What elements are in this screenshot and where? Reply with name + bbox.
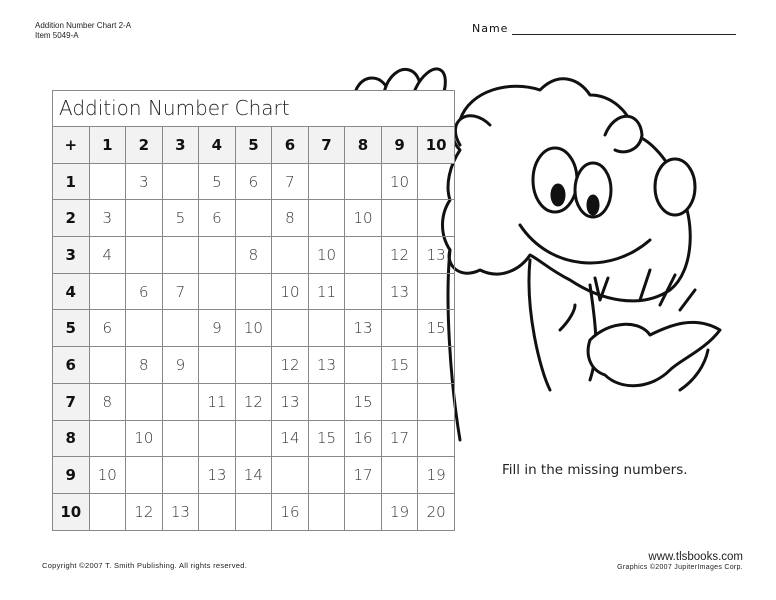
addition-table xyxy=(52,126,455,531)
blank-answer-cell[interactable] xyxy=(381,200,418,237)
blank-answer-cell[interactable] xyxy=(89,420,126,457)
blank-answer-cell[interactable] xyxy=(199,493,236,530)
blank-answer-cell[interactable] xyxy=(162,237,199,274)
blank-answer-cell[interactable] xyxy=(308,457,345,494)
table-row xyxy=(53,273,455,310)
sum-cell: 6 xyxy=(89,310,126,347)
blank-answer-cell[interactable] xyxy=(345,163,382,200)
blank-answer-cell[interactable] xyxy=(272,457,309,494)
instructions-text: Fill in the missing numbers. xyxy=(502,462,688,478)
table-row xyxy=(53,493,455,530)
row-header: 4 xyxy=(53,273,90,310)
blank-answer-cell[interactable] xyxy=(89,493,126,530)
blank-answer-cell[interactable] xyxy=(308,310,345,347)
table-row xyxy=(53,347,455,384)
sum-cell: 10 xyxy=(272,273,309,310)
row-header: 2 xyxy=(53,200,90,237)
table-row xyxy=(53,200,455,237)
name-blank-line[interactable] xyxy=(512,22,736,35)
sum-cell: 10 xyxy=(308,237,345,274)
sum-cell: 10 xyxy=(381,163,418,200)
sum-cell: 3 xyxy=(89,200,126,237)
column-header: 4 xyxy=(199,127,236,164)
sum-cell: 15 xyxy=(381,347,418,384)
copyright-text: Copyright ©2007 T. Smith Publishing. All rights reserved. xyxy=(42,561,248,570)
corner-plus-cell: + xyxy=(53,127,90,164)
blank-answer-cell[interactable] xyxy=(199,420,236,457)
sum-cell: 8 xyxy=(235,237,272,274)
sum-cell: 11 xyxy=(199,383,236,420)
sum-cell: 12 xyxy=(126,493,163,530)
blank-answer-cell[interactable] xyxy=(272,310,309,347)
sum-cell: 7 xyxy=(272,163,309,200)
sum-cell: 13 xyxy=(199,457,236,494)
sum-cell: 20 xyxy=(418,493,455,530)
blank-answer-cell[interactable] xyxy=(126,457,163,494)
graphics-credit: Graphics ©2007 JupiterImages Corp. xyxy=(617,564,743,571)
row-header: 8 xyxy=(53,420,90,457)
column-header: 9 xyxy=(381,127,418,164)
sum-cell: 14 xyxy=(235,457,272,494)
sum-cell: 15 xyxy=(308,420,345,457)
sum-cell: 4 xyxy=(89,237,126,274)
sum-cell: 17 xyxy=(345,457,382,494)
row-header: 5 xyxy=(53,310,90,347)
blank-answer-cell[interactable] xyxy=(381,383,418,420)
blank-answer-cell[interactable] xyxy=(126,383,163,420)
blank-answer-cell[interactable] xyxy=(199,273,236,310)
blank-answer-cell[interactable] xyxy=(308,383,345,420)
table-row xyxy=(53,237,455,274)
sum-cell: 3 xyxy=(126,163,163,200)
sum-cell: 9 xyxy=(162,347,199,384)
row-header: 3 xyxy=(53,237,90,274)
sum-cell: 8 xyxy=(126,347,163,384)
column-header: 8 xyxy=(345,127,382,164)
blank-answer-cell[interactable] xyxy=(418,420,455,457)
sum-cell: 19 xyxy=(381,493,418,530)
blank-answer-cell[interactable] xyxy=(418,347,455,384)
website-link[interactable]: www.tlsbooks.com xyxy=(648,551,743,563)
blank-answer-cell[interactable] xyxy=(199,237,236,274)
row-header: 1 xyxy=(53,163,90,200)
blank-answer-cell[interactable] xyxy=(126,310,163,347)
blank-answer-cell[interactable] xyxy=(345,237,382,274)
sum-cell: 12 xyxy=(272,347,309,384)
blank-answer-cell[interactable] xyxy=(89,273,126,310)
sum-cell: 14 xyxy=(272,420,309,457)
sum-cell: 13 xyxy=(345,310,382,347)
item-number: Item 5049-A xyxy=(35,31,79,40)
sum-cell: 10 xyxy=(345,200,382,237)
sum-cell: 19 xyxy=(418,457,455,494)
table-row xyxy=(53,383,455,420)
worksheet-title: Addition Number Chart 2-A xyxy=(35,21,132,30)
sum-cell: 10 xyxy=(89,457,126,494)
sum-cell: 17 xyxy=(381,420,418,457)
blank-answer-cell[interactable] xyxy=(235,347,272,384)
blank-answer-cell[interactable] xyxy=(89,163,126,200)
blank-answer-cell[interactable] xyxy=(418,163,455,200)
table-row xyxy=(53,163,455,200)
sum-cell: 15 xyxy=(345,383,382,420)
name-label: Name xyxy=(472,22,509,35)
blank-answer-cell[interactable] xyxy=(126,237,163,274)
blank-answer-cell[interactable] xyxy=(235,493,272,530)
blank-answer-cell[interactable] xyxy=(345,493,382,530)
row-header: 9 xyxy=(53,457,90,494)
column-header: 5 xyxy=(235,127,272,164)
column-header-row xyxy=(53,127,455,164)
blank-answer-cell[interactable] xyxy=(381,310,418,347)
column-header: 6 xyxy=(272,127,309,164)
sum-cell: 16 xyxy=(345,420,382,457)
sum-cell: 8 xyxy=(89,383,126,420)
blank-answer-cell[interactable] xyxy=(199,347,236,384)
blank-answer-cell[interactable] xyxy=(162,163,199,200)
sum-cell: 7 xyxy=(162,273,199,310)
row-header: 10 xyxy=(53,493,90,530)
blank-answer-cell[interactable] xyxy=(235,273,272,310)
table-row xyxy=(53,310,455,347)
blank-answer-cell[interactable] xyxy=(235,420,272,457)
sum-cell: 16 xyxy=(272,493,309,530)
column-header: 1 xyxy=(89,127,126,164)
sum-cell: 12 xyxy=(235,383,272,420)
blank-answer-cell[interactable] xyxy=(126,200,163,237)
sum-cell: 8 xyxy=(272,200,309,237)
chart-title: Addition Number Chart xyxy=(52,90,455,126)
blank-answer-cell[interactable] xyxy=(345,273,382,310)
sum-cell: 15 xyxy=(418,310,455,347)
blank-answer-cell[interactable] xyxy=(162,420,199,457)
sum-cell: 11 xyxy=(308,273,345,310)
sum-cell: 9 xyxy=(199,310,236,347)
blank-answer-cell[interactable] xyxy=(162,310,199,347)
column-header: 2 xyxy=(126,127,163,164)
column-header: 3 xyxy=(162,127,199,164)
sum-cell: 13 xyxy=(418,237,455,274)
blank-answer-cell[interactable] xyxy=(308,493,345,530)
blank-answer-cell[interactable] xyxy=(308,163,345,200)
sum-cell: 13 xyxy=(162,493,199,530)
blank-answer-cell[interactable] xyxy=(345,347,382,384)
sum-cell: 12 xyxy=(381,237,418,274)
blank-answer-cell[interactable] xyxy=(418,200,455,237)
column-header: 10 xyxy=(418,127,455,164)
blank-answer-cell[interactable] xyxy=(418,273,455,310)
blank-answer-cell[interactable] xyxy=(162,457,199,494)
sum-cell: 13 xyxy=(381,273,418,310)
sum-cell: 6 xyxy=(199,200,236,237)
blank-answer-cell[interactable] xyxy=(89,347,126,384)
blank-answer-cell[interactable] xyxy=(272,237,309,274)
table-row xyxy=(53,457,455,494)
addition-chart xyxy=(52,90,455,531)
blank-answer-cell[interactable] xyxy=(235,200,272,237)
sum-cell: 5 xyxy=(199,163,236,200)
sum-cell: 6 xyxy=(235,163,272,200)
row-header: 6 xyxy=(53,347,90,384)
sum-cell: 6 xyxy=(126,273,163,310)
column-header: 7 xyxy=(308,127,345,164)
blank-answer-cell[interactable] xyxy=(162,383,199,420)
blank-answer-cell[interactable] xyxy=(381,457,418,494)
blank-answer-cell[interactable] xyxy=(308,200,345,237)
table-row xyxy=(53,420,455,457)
name-field xyxy=(472,22,736,35)
sum-cell: 5 xyxy=(162,200,199,237)
sum-cell: 13 xyxy=(308,347,345,384)
sum-cell: 10 xyxy=(235,310,272,347)
sum-cell: 10 xyxy=(126,420,163,457)
blank-answer-cell[interactable] xyxy=(418,383,455,420)
sum-cell: 13 xyxy=(272,383,309,420)
row-header: 7 xyxy=(53,383,90,420)
